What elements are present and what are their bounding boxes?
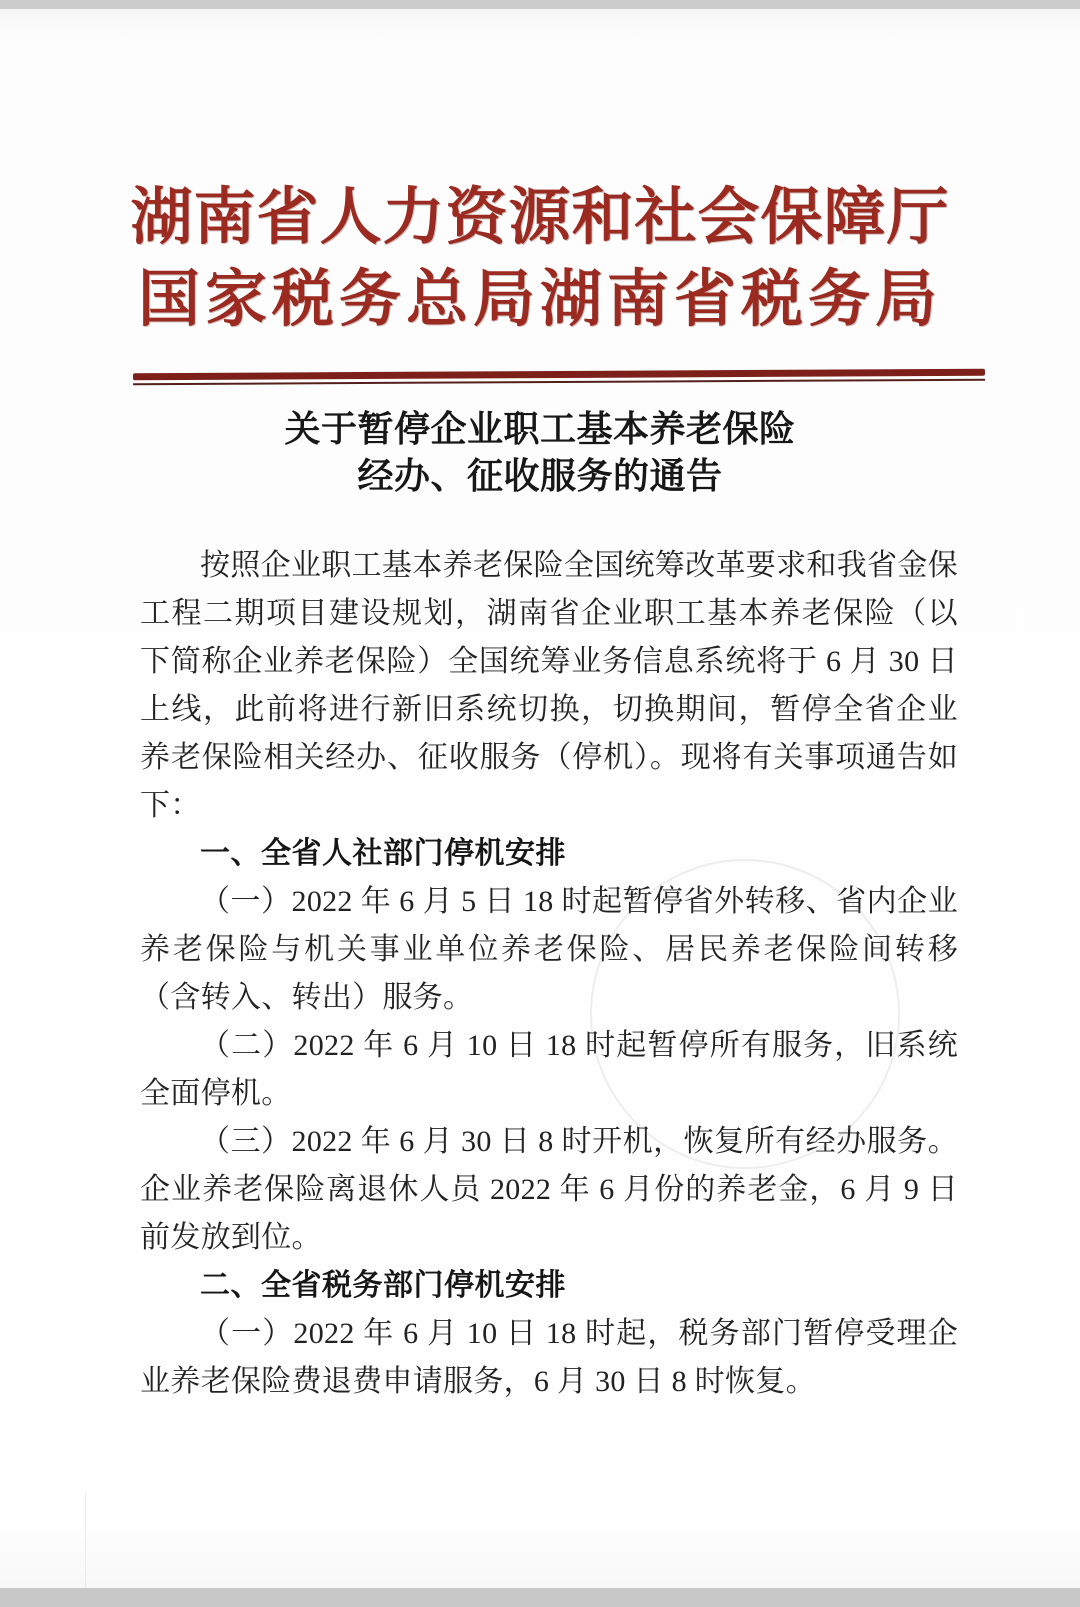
document-body bbox=[140, 542, 958, 1406]
section-1-heading: 一、全省人社部门停机安排 bbox=[200, 837, 566, 870]
section-1-item-1: （一）2022 年 6 月 5 日 18 时起暂停省外转移、省内企业养老保险与机关事业单位养老保险、居民养老保险间转移（含转入、转出）服务。 bbox=[140, 885, 958, 1014]
section-2-item-1: （一）2022 年 6 月 10 日 18 时起，税务部门暂停受理企业养老保险费退费申请服务，6 月 30 日 8 时恢复。 bbox=[140, 1317, 958, 1398]
title-line-2: 经办、征收服务的通告 bbox=[357, 456, 723, 496]
letterhead bbox=[0, 9, 1080, 341]
paper-crease-line bbox=[85, 1493, 86, 1588]
document-title bbox=[0, 406, 1080, 500]
letterhead-divider-rule bbox=[133, 369, 985, 386]
title-line-1: 关于暂停企业职工基本养老保险 bbox=[284, 409, 796, 449]
letterhead-line-1: 湖南省人力资源和社会保障厅 bbox=[130, 184, 950, 252]
letterhead-line-2: 国家税务总局湖南省税务局 bbox=[137, 266, 942, 334]
intro-paragraph: 按照企业职工基本养老保险全国统筹改革要求和我省金保工程二期项目建设规划，湖南省企业职工基本养老保险（以下简称企业养老保险）全国统筹业务信息系统将于 6 月 30 日上线，此前将进行新旧系统切换，切换期间，暂停全省企业养老保险相关经办、征收服务（停机）。现将有关事项通告如下： bbox=[140, 549, 958, 822]
section-1-item-2: （二）2022 年 6 月 10 日 18 时起暂停所有服务，旧系统全面停机。 bbox=[140, 1029, 958, 1110]
document-page bbox=[0, 9, 1080, 1588]
section-1-item-3: （三）2022 年 6 月 30 日 8 时开机，恢复所有经办服务。企业养老保险离退休人员 2022 年 6 月份的养老金，6 月 9 日前发放到位。 bbox=[140, 1125, 958, 1254]
section-2-heading: 二、全省税务部门停机安排 bbox=[200, 1269, 566, 1302]
